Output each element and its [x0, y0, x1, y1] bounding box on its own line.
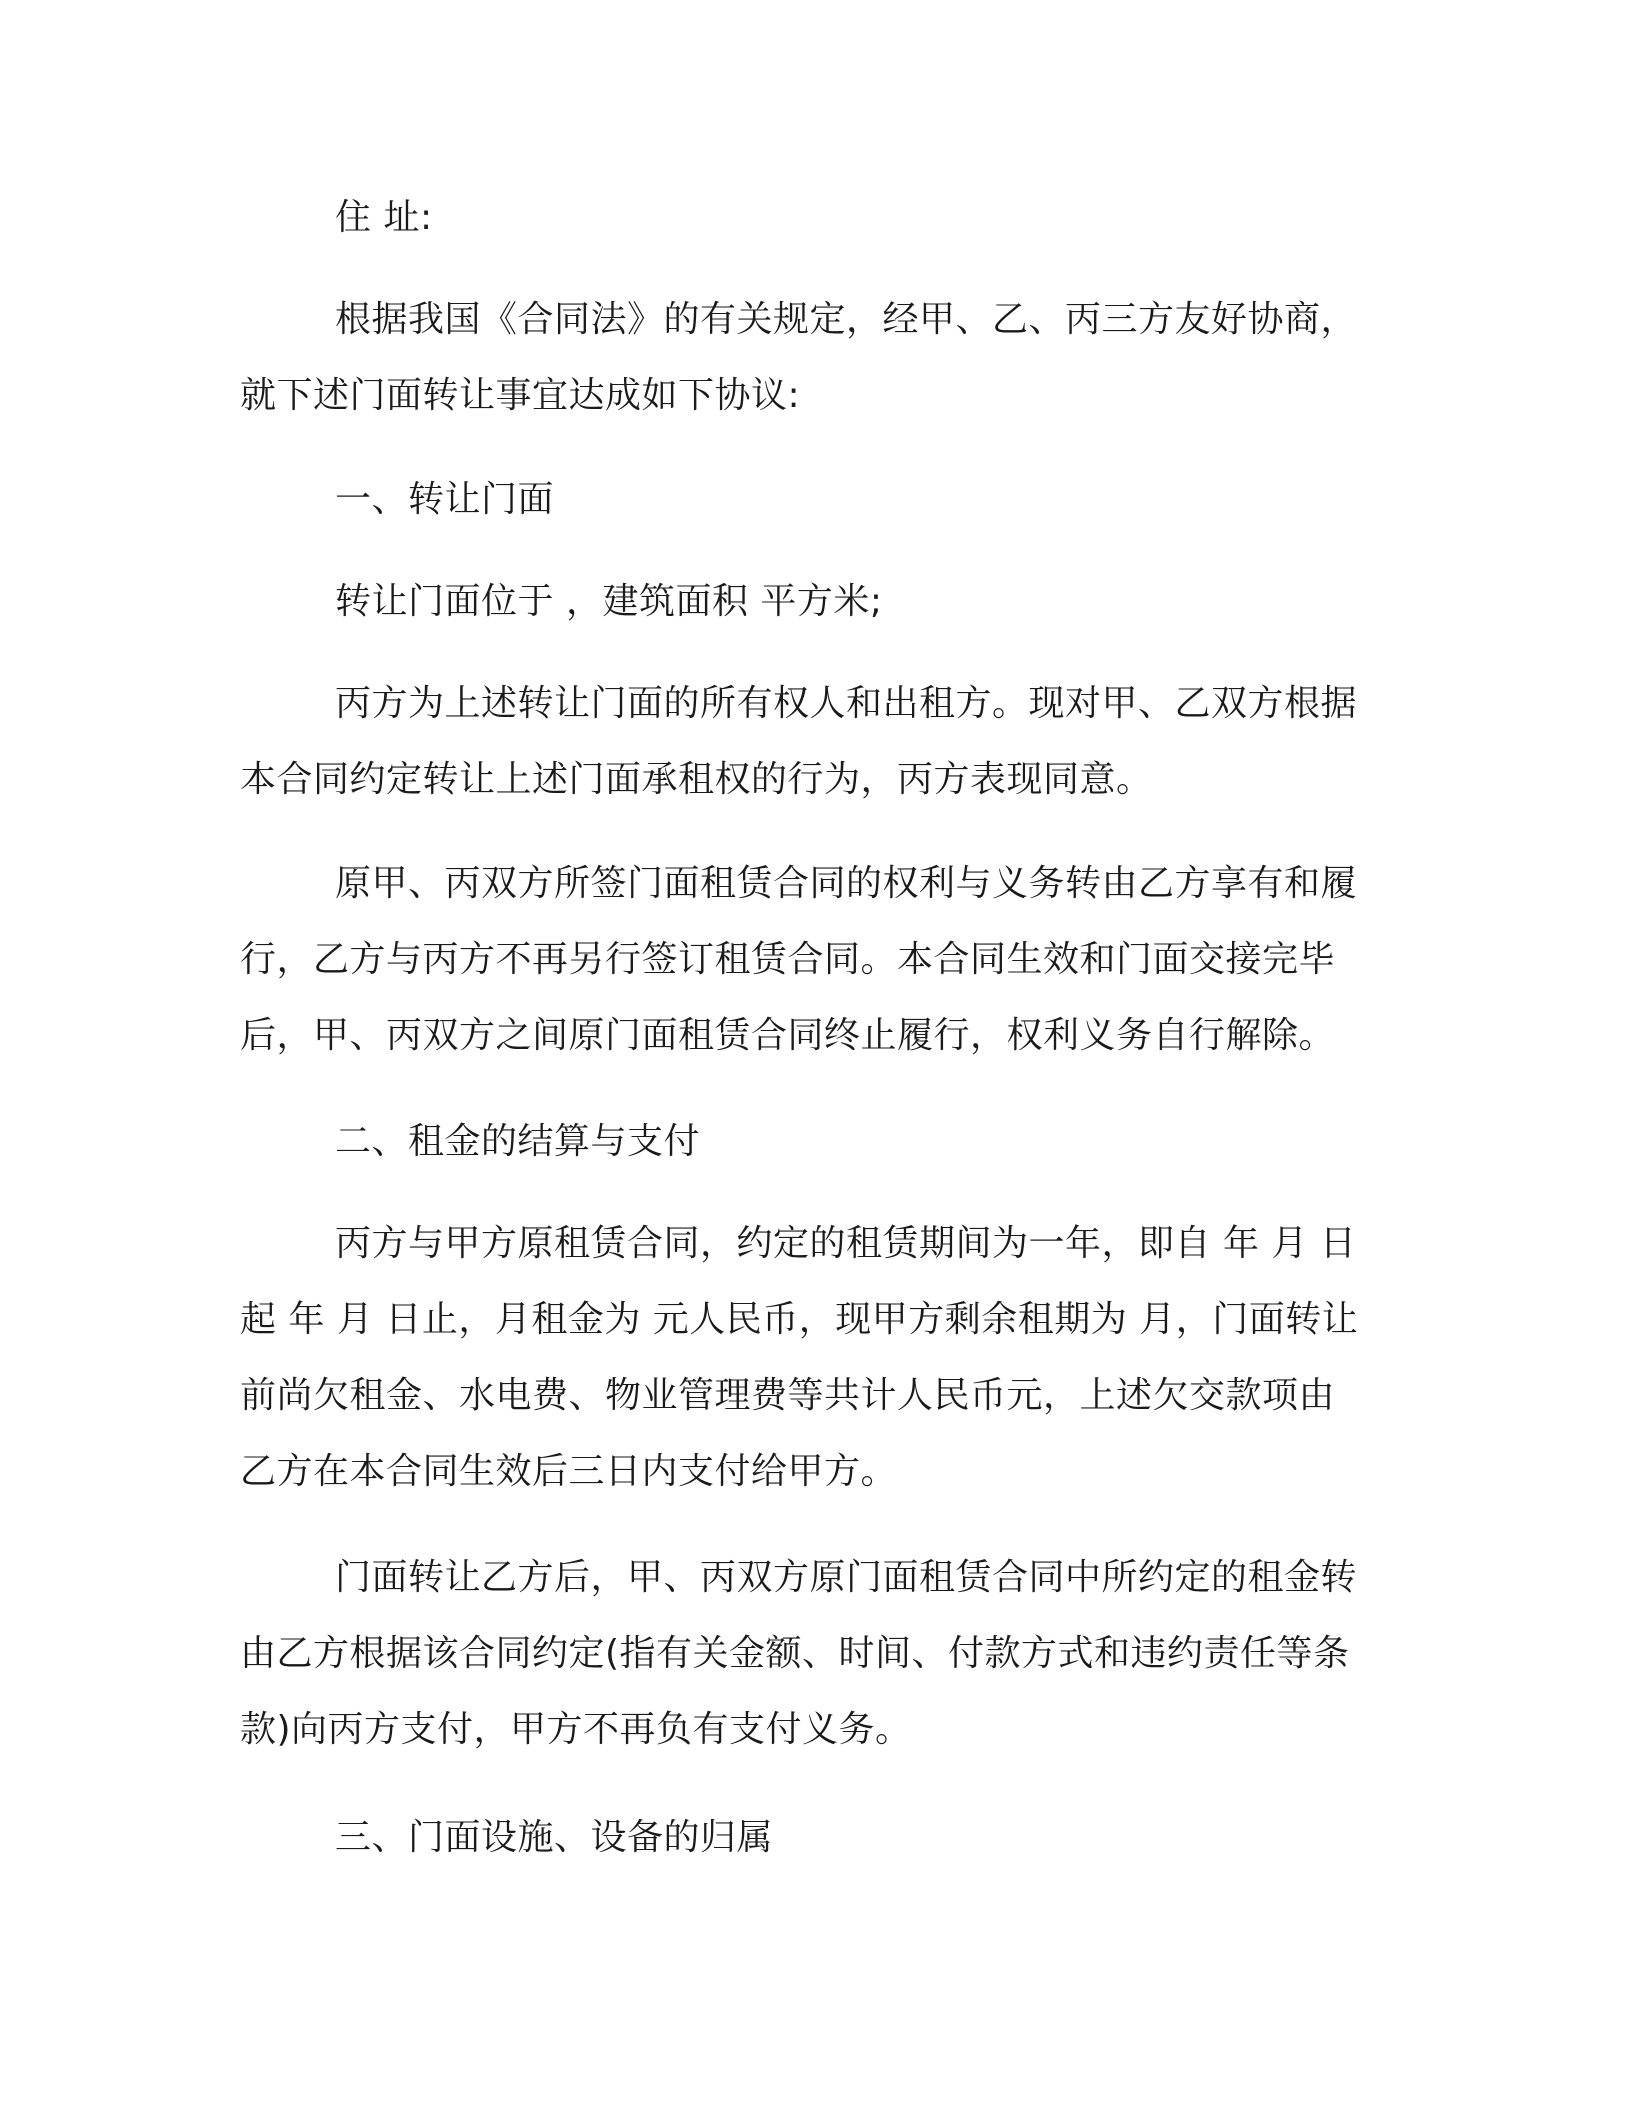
- text-line: 门面转让乙方后，甲、丙双方原门面租赁合同中所约定的租金转: [335, 1557, 1358, 1598]
- text-line: 丙方为上述转让门面的所有权人和出租方。现对甲、乙双方根据: [335, 683, 1358, 724]
- text-line: 转让门面位于 ，建筑面积 平方米;: [335, 581, 883, 622]
- intro-paragraph: [240, 282, 1380, 434]
- section1-heading: [240, 462, 1380, 538]
- text-line: 三、门面设施、设备的归属: [335, 1817, 774, 1858]
- text-line: 原甲、丙双方所签门面租赁合同的权利与义务转由乙方享有和履: [335, 863, 1358, 904]
- section2-paragraph-1: [240, 1206, 1380, 1510]
- section1-paragraph-2: [240, 666, 1380, 818]
- section1-paragraph-3: [240, 846, 1380, 1074]
- text-line: 住 址:: [335, 197, 433, 238]
- section1-paragraph-1: [240, 564, 1380, 640]
- text-line: 起 年 月 日止，月租金为 元人民币，现甲方剩余租期为 月，门面转让: [240, 1299, 1359, 1340]
- text-line: 前尚欠租金、水电费、物业管理费等共计人民币元，上述欠交款项由: [240, 1375, 1336, 1416]
- text-line: 本合同约定转让上述门面承租权的行为，丙方表现同意。: [240, 759, 1153, 800]
- text-line: 行，乙方与丙方不再另行签订租赁合同。本合同生效和门面交接完毕: [240, 939, 1336, 980]
- text-line: 二、租金的结算与支付: [335, 1121, 701, 1162]
- text-line: 款)向丙方支付，甲方不再负有支付义务。: [240, 1709, 912, 1750]
- text-line: 就下述门面转让事宜达成如下协议:: [240, 375, 801, 416]
- text-line: 乙方在本合同生效后三日内支付给甲方。: [240, 1451, 898, 1492]
- text-line: 后，甲、丙双方之间原门面租赁合同终止履行，权利义务自行解除。: [240, 1015, 1336, 1056]
- section2-paragraph-2: [240, 1540, 1380, 1768]
- text-line: 由乙方根据该合同约定(指有关金额、时间、付款方式和违约责任等条: [240, 1633, 1350, 1674]
- text-line: 一、转让门面: [335, 479, 555, 520]
- section3-heading: [240, 1800, 1380, 1876]
- address-label: [240, 180, 1380, 256]
- text-line: 丙方与甲方原租赁合同，约定的租赁期间为一年，即自 年 月 日: [335, 1223, 1357, 1264]
- section2-heading: [240, 1104, 1380, 1180]
- text-line: 根据我国《合同法》的有关规定，经甲、乙、丙三方友好协商，: [335, 299, 1358, 340]
